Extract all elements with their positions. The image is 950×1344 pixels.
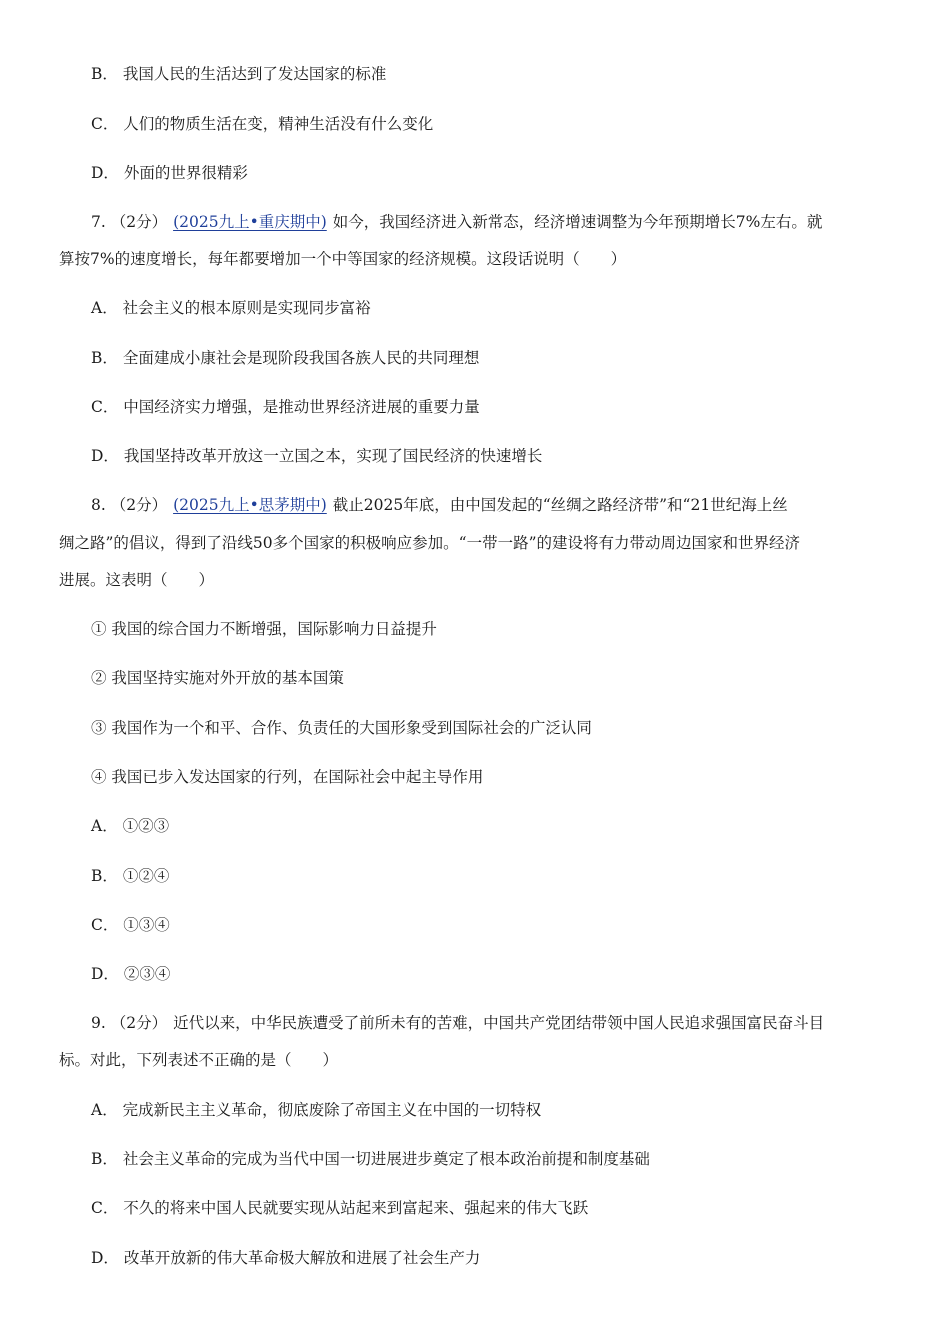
q9-stem-line2: 标。对此，下列表述不正确的是（ ） [59, 1051, 339, 1069]
q8-statement-3: ③ 我国作为一个和平、合作、负责任的大国形象受到国际社会的广泛认同 [91, 719, 592, 737]
q7-stem-line1 [91, 212, 822, 232]
q7-source-link[interactable]: (2025九上•重庆期中) [173, 213, 327, 231]
q8-statement-1: ① 我国的综合国力不断增强，国际影响力日益提升 [91, 620, 437, 638]
q8-stem-text: 截止2025年底，由中国发起的“丝绸之路经济带”和“21世纪海上丝 [332, 496, 788, 514]
q6-option-d[interactable]: D． 外面的世界很精彩 [91, 164, 248, 182]
q7-stem-text: 如今，我国经济进入新常态，经济增速调整为今年预期增长7%左右。就 [332, 213, 823, 231]
q7-option-d[interactable]: D． 我国坚持改革开放这一立国之本，实现了国民经济的快速增长 [91, 447, 543, 465]
q8-statement-2: ② 我国坚持实施对外开放的基本国策 [91, 669, 344, 687]
q8-stem-line3: 进展。这表明（ ） [59, 571, 215, 589]
q9-stem-text: 近代以来，中华民族遭受了前所未有的苦难，中国共产党团结带领中国人民追求强国富民奋斗目 [173, 1014, 825, 1032]
q9-stem-line1 [91, 1013, 824, 1033]
q8-option-a[interactable]: A． ①②③ [91, 817, 170, 835]
q8-option-c[interactable]: C． ①③④ [91, 916, 170, 934]
q7-stem-line2: 算按7%的速度增长，每年都要增加一个中等国家的经济规模。这段话说明（ ） [59, 250, 627, 268]
q6-option-c[interactable]: C． 人们的物质生活在变，精神生活没有什么变化 [91, 115, 434, 133]
q9-option-b[interactable]: B． 社会主义革命的完成为当代中国一切进展进步奠定了根本政治前提和制度基础 [91, 1150, 650, 1168]
q8-statement-4: ④ 我国已步入发达国家的行列，在国际社会中起主导作用 [91, 768, 484, 786]
q9-option-d[interactable]: D． 改革开放新的伟大革命极大解放和进展了社会生产力 [91, 1249, 481, 1267]
q9-option-a[interactable]: A． 完成新民主主义革命，彻底废除了帝国主义在中国的一切特权 [91, 1101, 542, 1119]
q8-prefix: 8. （2分） [91, 496, 168, 514]
q7-prefix: 7. （2分） [91, 213, 168, 231]
q8-source-link[interactable]: (2025九上•思茅期中) [173, 496, 327, 514]
q7-option-a[interactable]: A． 社会主义的根本原则是实现同步富裕 [91, 299, 371, 317]
q8-option-d[interactable]: D． ②③④ [91, 965, 171, 983]
q8-stem-line2: 绸之路”的倡议，得到了沿线50多个国家的积极响应参加。“一带一路”的建设将有力带动周边国家和世界经济 [59, 534, 800, 552]
q9-option-c[interactable]: C． 不久的将来中国人民就要实现从站起来到富起来、强起来的伟大飞跃 [91, 1199, 589, 1217]
q7-option-c[interactable]: C． 中国经济实力增强，是推动世界经济进展的重要力量 [91, 398, 480, 416]
q8-option-b[interactable]: B． ①②④ [91, 867, 170, 885]
q9-prefix: 9. （2分） [91, 1014, 168, 1032]
q8-stem-line1 [91, 495, 788, 515]
q6-option-b[interactable]: B． 我国人民的生活达到了发达国家的标准 [91, 65, 387, 83]
q7-option-b[interactable]: B． 全面建成小康社会是现阶段我国各族人民的共同理想 [91, 349, 480, 367]
